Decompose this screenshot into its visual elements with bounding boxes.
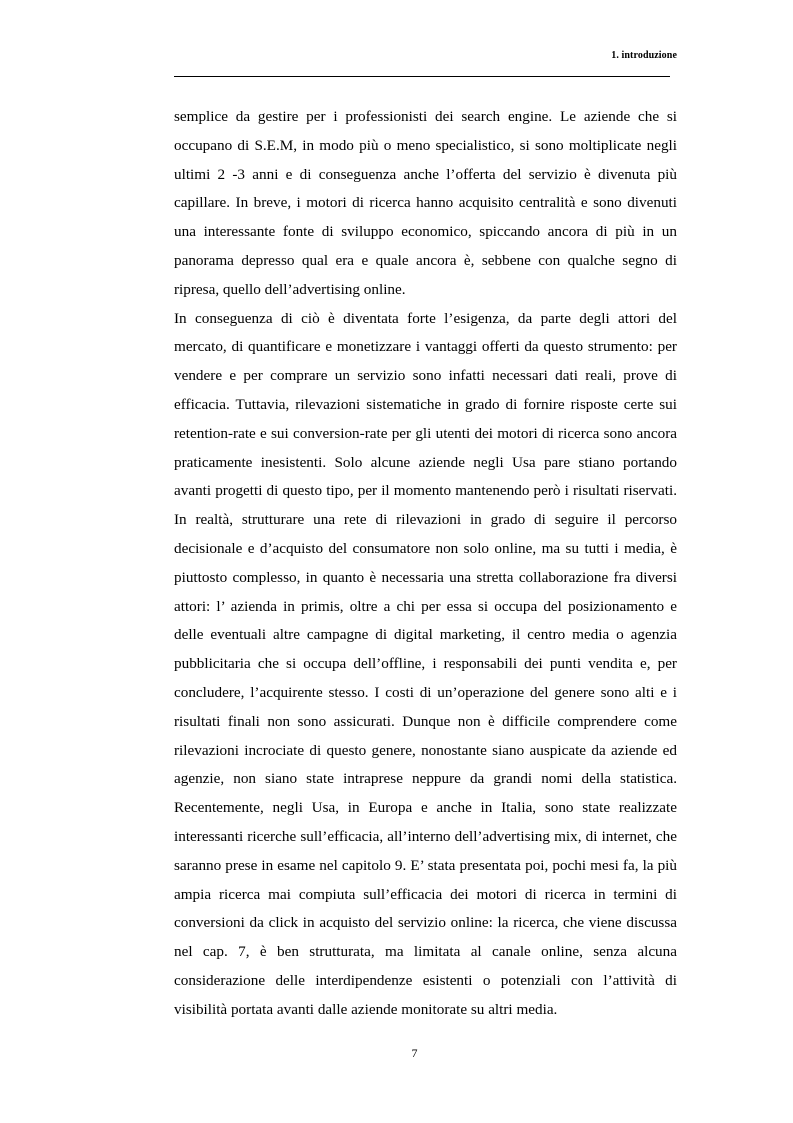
body-text [174, 103, 677, 1025]
paragraph-2: In conseguenza di ciò è diventata forte l’esigenza, da parte degli attori del mercato, di quantificare e monetizzare i vantaggi offerti da questo strumento: per vendere e per comprare un servizio sono infatti necessari dati reali, prove di efficacia. Tuttavia, rilevazioni sistematiche in grado di fornire risposte certe sui retention-rate e sui conversion-rate per gli utenti dei motori di ricerca sono ancora praticamente inesistenti. Solo alcune aziende negli Usa pare stiano portando avanti progetti di questo tipo, per il momento mantenendo però i risultati riservati. In realtà, strutturare una rete di rilevazioni in grado di seguire il percorso decisionale e d’acquisto del consumatore non solo online, ma su tutti i media, è piuttosto complesso, in quanto è necessaria una stretta collaborazione fra diversi attori: l’ azienda in primis, oltre a chi per essa si occupa del posizionamento e delle eventuali altre campagne di digital marketing, il centro media o agenzia pubblicitaria che si occupa dell’offline, i responsabili dei punti vendita e, per concludere, l’acquirente stesso. I costi di un’operazione del genere sono alti e i risultati finali non sono assicurati. Dunque non è difficile comprendere come rilevazioni incrociate di questo genere, nonostante siano auspicate da aziende ed agenzie, non siano state intraprese neppure da grandi nomi della statistica. Recentemente, negli Usa, in Europa e anche in Italia, sono state realizzate interessanti ricerche sull’efficacia, all’interno dell’advertising mix, di internet, che saranno prese in esame nel capitolo 9. E’ stata presentata poi, pochi mesi fa, la più ampia ricerca mai compiuta sull’efficacia dei motori di ricerca in termini di conversioni da click in acquisto del servizio online: la ricerca, che viene discussa nel cap. 7, è ben strutturata, ma limitata al canale online, senza alcuna considerazione delle interdipendenze esistenti o potenziali con l’attività di visibilità portata avanti dalle aziende monitorate su altri media. [174, 309, 677, 1018]
header-divider [174, 76, 670, 77]
running-header-chapter: 1. introduzione [611, 50, 677, 61]
page-number: 7 [411, 1046, 418, 1060]
paragraph-1: semplice da gestire per i professionisti dei search engine. Le aziende che si occupano di S.E.M, in modo più o meno specialistico, si sono moltiplicate negli ultimi 2 -3 anni e di conseguenza anche l’offerta del servizio è divenuta più capillare. In breve, i motori di ricerca hanno acquisito centralità e sono divenuti una interessante fonte di sviluppo economico, spiccando ancora di più in un panorama depresso qual era e quale ancora è, sebbene con qualche segno di ripresa, quello dell’advertising online. [174, 108, 677, 298]
